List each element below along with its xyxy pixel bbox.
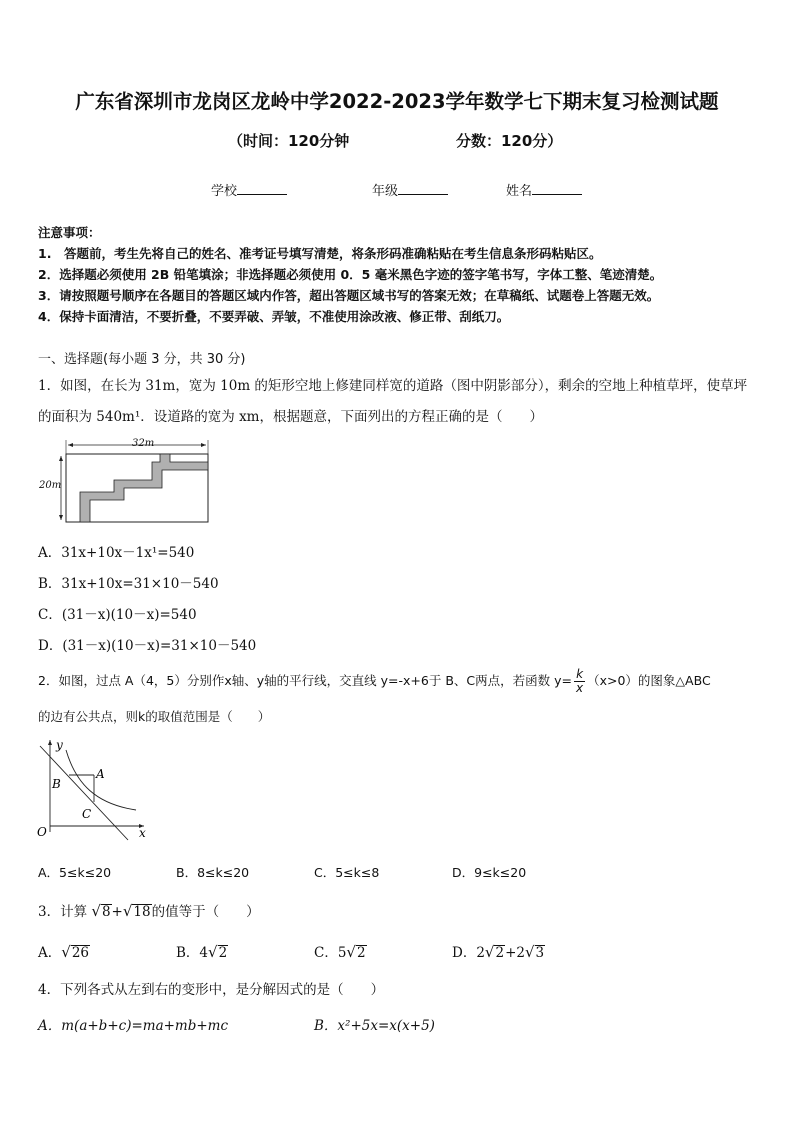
grade-label: 年级 bbox=[372, 184, 399, 199]
point-a-label: A bbox=[96, 767, 105, 781]
name-label: 姓名 bbox=[506, 184, 533, 199]
opt-radicand: 3 bbox=[535, 945, 545, 961]
grade-blank bbox=[398, 182, 448, 195]
q2-fraction bbox=[574, 668, 585, 695]
notes-block bbox=[38, 222, 662, 327]
q2-option-b: B．8≤k≤20 bbox=[176, 865, 250, 880]
q3-option-b bbox=[176, 941, 228, 961]
note-item: 1. 答题前，考生先将自己的姓名、准考证号填写清楚，将条形码准确粘贴在考生信息条形码粘贴区。 bbox=[38, 246, 602, 261]
q2-stem-line1 bbox=[38, 668, 711, 695]
q3-stem bbox=[38, 900, 260, 920]
note-item: 4．保持卡面清洁，不要折叠，不要弄破、弄皱，不准使用涂改液、修正带、刮纸刀。 bbox=[38, 309, 510, 324]
name-blank bbox=[532, 182, 582, 195]
notes-heading: 注意事项： bbox=[38, 225, 101, 240]
opt-radicand: 2 bbox=[218, 945, 228, 961]
q1-stem-line1: 1．如图，在长为 31m，宽为 10m 的矩形空地上修建同样宽的道路（图中阴影部分），剩余的空地上种植草坪，使草坪 bbox=[38, 378, 748, 394]
opt-radicand: 2 bbox=[356, 945, 366, 961]
grade-field bbox=[372, 180, 448, 199]
radical-icon: √ bbox=[61, 943, 71, 961]
radical-icon: √ bbox=[524, 943, 535, 961]
name-field bbox=[506, 180, 582, 199]
q3-radicand-2: 18 bbox=[133, 904, 151, 920]
radical-icon: √ bbox=[484, 943, 495, 961]
note-item: 2．选择题必须使用 2B 铅笔填涂；非选择题必须使用 0．5 毫米黑色字迹的签字笔书写，字体工整、笔迹清楚。 bbox=[38, 267, 663, 282]
q1-stem-line2: 的面积为 540m¹．设道路的宽为 xm，根据题意，下面列出的方程正确的是（ ） bbox=[38, 409, 543, 425]
exam-score: 分数：120分） bbox=[456, 132, 563, 150]
origin-label: O bbox=[37, 825, 47, 839]
opt-label: A． bbox=[38, 945, 62, 961]
exam-time: （时间：120分钟 bbox=[228, 132, 350, 150]
q1-option-a: A．31x+10x－1x¹=540 bbox=[38, 545, 195, 561]
school-label: 学校 bbox=[211, 184, 238, 199]
q2-stem-line2: 的边有公共点，则k的取值范围是（ ） bbox=[38, 709, 271, 724]
y-axis-label: y bbox=[56, 738, 63, 752]
q4-option-a: A．m(a+b+c)=ma+mb+mc bbox=[38, 1018, 229, 1034]
q1-figure bbox=[38, 436, 212, 528]
opt-label: C．5 bbox=[314, 945, 347, 961]
opt-radicand: 26 bbox=[71, 945, 89, 961]
q1-option-c: C．(31－x)(10－x)=540 bbox=[38, 607, 197, 623]
school-blank bbox=[237, 182, 287, 195]
q3-option-a bbox=[38, 941, 90, 961]
q4-stem: 4．下列各式从左到右的变形中，是分解因式的是（ ） bbox=[38, 982, 385, 998]
q1-option-d: D．(31－x)(10－x)=31×10－540 bbox=[38, 638, 257, 654]
x-axis-label: x bbox=[139, 826, 146, 840]
section-heading: 一、选择题(每小题 3 分，共 30 分) bbox=[38, 352, 246, 367]
page-title: 广东省深圳市龙岗区龙岭中学2022-2023学年数学七下期末复习检测试题 bbox=[75, 90, 719, 113]
q2-option-c: C．5≤k≤8 bbox=[314, 865, 380, 880]
q3-radicand-1: 8 bbox=[101, 904, 111, 920]
frac-denominator: x bbox=[575, 681, 584, 695]
q2-stem-pre: 2．如图，过点 A（4，5）分别作x轴、y轴的平行线，交直线 y=-x+6于 B、C两点，若函数 y= bbox=[38, 673, 572, 688]
point-c-label: C bbox=[82, 807, 92, 821]
q2-stem-post: （x>0）的图象△ABC bbox=[587, 673, 711, 688]
q3-stem-post: 的值等于（ ） bbox=[151, 904, 260, 920]
radical-icon: √ bbox=[122, 902, 133, 920]
q3-plus: + bbox=[111, 904, 123, 920]
opt-radicand: 2 bbox=[495, 945, 505, 961]
frac-numerator: k bbox=[574, 668, 585, 682]
q3-stem-pre: 3．计算 bbox=[38, 904, 92, 920]
fig-length-label: 32m bbox=[132, 438, 155, 449]
fig-width-label: 20m bbox=[39, 480, 62, 491]
q2-option-a: A．5≤k≤20 bbox=[38, 865, 112, 880]
q3-option-d bbox=[452, 941, 545, 961]
q1-option-b: B．31x+10x=31×10－540 bbox=[38, 576, 219, 592]
q4-option-b: B．x²+5x=x(x+5) bbox=[314, 1018, 435, 1034]
radical-icon: √ bbox=[91, 902, 101, 920]
q3-option-c bbox=[314, 941, 367, 961]
q2-figure bbox=[36, 736, 148, 842]
opt-label: B．4 bbox=[176, 945, 209, 961]
note-item: 3．请按照题号顺序在各题目的答题区域内作答，超出答题区域书写的答案无效；在草稿纸、试题卷上答题无效。 bbox=[38, 288, 660, 303]
opt-mid: +2 bbox=[505, 945, 525, 961]
q2-option-d: D．9≤k≤20 bbox=[452, 865, 527, 880]
opt-label: D．2 bbox=[452, 945, 485, 961]
radical-icon: √ bbox=[346, 943, 356, 961]
school-field bbox=[211, 180, 287, 199]
radical-icon: √ bbox=[208, 943, 218, 961]
point-b-label: B bbox=[52, 777, 61, 791]
